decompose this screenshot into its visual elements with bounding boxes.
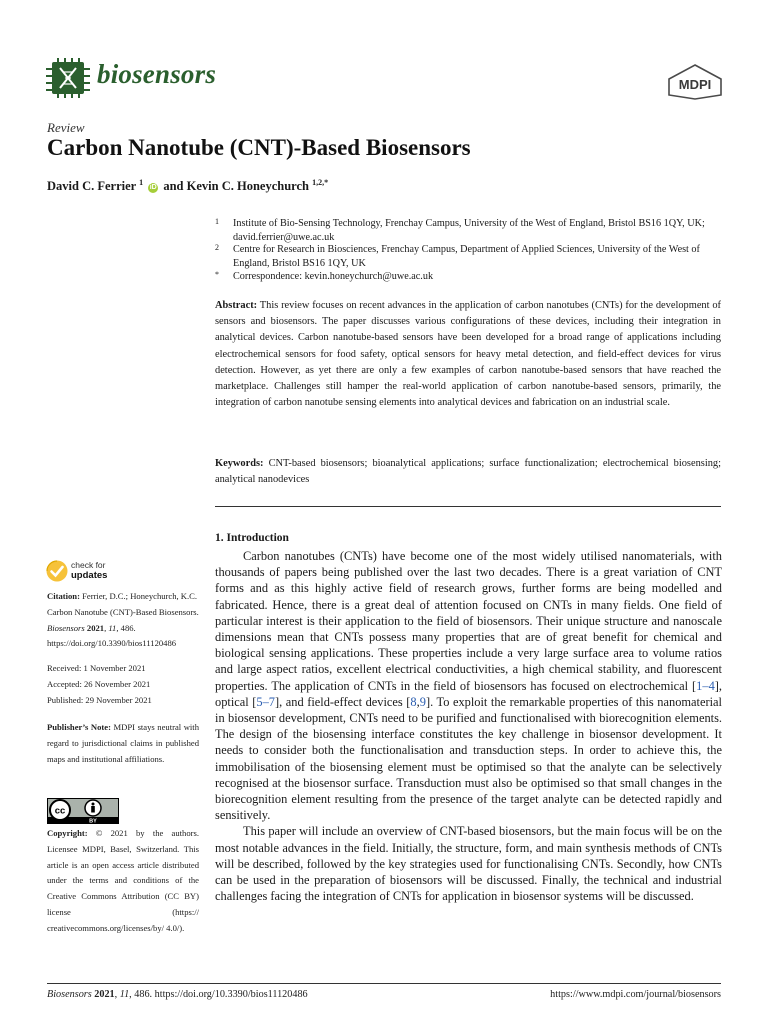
abstract-text: This review focuses on recent advances in the application of carbon nanotubes (CNTs) for the development of sensors and biosensors. The paper discusses various configurations of these devices, including their integration in analytical devices. Carbon nanotube-based sensors have been developed for a broad range of applications including electrochemical sensors for food safety, optical sensors for heavy metal detection, and field-effect devices for virus detection. However, as yet there are only a few examples of carbon nanotube-based sensors that have reached the marketplace. Challenges still hamper the real-world application of carbon nanotube-based sensors, primarily, the integration of carbon nanotube sensing elements into analytical devices and fabrication on an industrial scale. xyxy=(215,300,721,409)
author-name[interactable]: David C. Ferrier xyxy=(47,179,136,194)
reference-link[interactable]: 9 xyxy=(419,694,426,709)
affiliation-item xyxy=(215,217,735,244)
affiliation-text: Institute of Bio-Sensing Technology, Frenchay Campus, University of the West of England, Bristol BS16 1QY, UK; david.ferrier@uwe.ac.uk xyxy=(233,218,705,243)
keywords-text: CNT-based biosensors; bioanalytical applications; surface functionalization; electrochemical biosensing; analytical nanodevices xyxy=(215,458,721,486)
citation-volume: 11 xyxy=(108,622,117,633)
citation-doi-link[interactable]: https://doi.org/10.3390/bios11120486 xyxy=(47,638,177,649)
correspondence-text: Correspondence: kevin.honeychurch@uwe.ac.uk xyxy=(233,271,434,282)
svg-text:cc: cc xyxy=(54,805,66,817)
footer-journal: Biosensors xyxy=(47,989,92,1000)
footer-citation: Biosensors 2021, 11, 486. https://doi.org/10.3390/bios11120486 xyxy=(47,989,308,1000)
publisher-name: MDPI xyxy=(678,77,712,92)
reference-link[interactable]: 5–7 xyxy=(256,694,275,709)
affiliation-item xyxy=(215,270,735,284)
check-updates-line: updates xyxy=(71,569,108,581)
footer-year: 2021 xyxy=(94,989,115,1000)
intro-body xyxy=(215,548,722,904)
publisher-note xyxy=(47,720,199,767)
orcid-icon[interactable]: iD xyxy=(149,184,157,192)
affiliation-marker: 2 xyxy=(215,243,219,252)
copyright-label: Copyright: xyxy=(47,828,88,838)
paragraph-text: Carbon nanotubes (CNTs) have become one of the most widely utilised nanomaterials, with thousands of papers being published over the last two decades. There is a great variation of CNT forms and as this highly active field of research grows, further forms are being modelled and fabricated. Hence, there is a great deal of attention focused on CNTs in many fields. One field of particular interest is their application to the field of biosensors. Their unique structure and nanoscale dimensions mean that CNTs possess many properties that are of great benefit for chemical and biological sensing applications. These properties include a very large surface area to volume ratios and large aspect ratios, excellent electrical conductivities, a high chemical stability, and fluorescent properties. The application of CNTs in the field of biosensors has focused on electrochemical [ xyxy=(215,549,722,693)
section-heading: 1. Introduction xyxy=(215,532,289,544)
abstract xyxy=(215,298,721,411)
affiliation-item xyxy=(215,243,735,270)
reference-link[interactable]: 1–4 xyxy=(696,678,715,693)
citation-year: 2021 xyxy=(86,622,105,633)
accepted-date: Accepted: 26 November 2021 xyxy=(47,678,151,689)
footer-divider xyxy=(47,983,721,984)
paragraph: This paper will include an overview of CNT-based biosensors, but the main focus will be on the most notable advances in the field. Initially, the structure, form, and main synthesis methods of CNTs will be described, followed by the key strategies used for functionalising CNTs. Secondly, how CNTs can be used in the preparation of biosensors will be discussed. Finally, the technical and industrial challenges facing the integration of CNTs for application in biosensor systems will be discussed. xyxy=(215,824,722,904)
cc-by-license-icon[interactable] xyxy=(47,798,119,824)
paragraph xyxy=(215,548,722,823)
copyright-text: © 2021 by the authors. Licensee MDPI, Basel, Switzerland. This article is an open access article distributed under the terms and conditions of the Creative Commons Attribution (CC BY) license (https:// creativecommons.org/licenses/by/ 4.0/). xyxy=(47,828,199,933)
keywords-label: Keywords: xyxy=(215,458,264,469)
mdpi-logo-icon xyxy=(666,63,724,101)
reference-link[interactable]: 8 xyxy=(410,694,417,709)
paragraph-text: ], and field-effect devices [ xyxy=(275,694,411,709)
check-updates-icon xyxy=(46,560,68,582)
author-affiliation-marker: 1,2,* xyxy=(312,178,329,187)
affiliation-marker: * xyxy=(215,270,219,279)
citation-label: Citation: xyxy=(47,591,80,601)
received-date: Received: 1 November 2021 xyxy=(47,663,146,673)
publisher-note-label: Publisher’s Note: xyxy=(47,722,111,732)
paragraph-text: ]. To exploit the remarkable properties of this nanomaterial in biosensor development, CNTs need to be purified and functionalised with biorecognition elements. The design of the biosensing interface constitutes the key challenge in biosensor development. It needs to consider both the functionalisation and transduction steps. In order to achieve this, the immobilisation of the biosensing element must be optimised so that the analyte can be selectively recognised at the biosensor surface. Transduction must also be optimised so that small changes in the biorecognition element resulting from the presence of the target analyte can be detected rapidly and sensitively. xyxy=(215,694,722,823)
author-list xyxy=(47,178,328,194)
footer-journal-url-link[interactable]: https://www.mdpi.com/journal/biosensors xyxy=(550,989,721,1000)
author-name[interactable]: Kevin C. Honeychurch xyxy=(186,179,309,194)
cc-badge-label: BY xyxy=(89,818,97,824)
citation-text: Ferrier, D.C.; Honeychurch, K.C. Carbon Nanotube (CNT)-Based Biosensors. xyxy=(47,591,199,617)
check-updates-label xyxy=(71,561,107,580)
biosensors-logo-icon xyxy=(46,58,90,98)
section-divider xyxy=(215,506,721,507)
article-dates xyxy=(47,661,199,708)
published-date: Published: 29 November 2021 xyxy=(47,694,152,705)
paragraph-text: ], optical [ xyxy=(215,678,722,709)
affiliation-marker: 1 xyxy=(215,217,219,226)
citation-pages: , 486. xyxy=(116,622,136,633)
affiliation-text: Centre for Research in Biosciences, Frenchay Campus, Department of Applied Sciences, University of the West of England, Bristol BS16 1QY, UK xyxy=(233,244,700,269)
paragraph-text: , xyxy=(416,694,420,709)
journal-name: biosensors xyxy=(97,59,217,89)
abstract-label: Abstract: xyxy=(215,300,258,311)
copyright-notice xyxy=(47,826,199,937)
check-updates-button[interactable] xyxy=(46,560,146,586)
citation-journal: Biosensors xyxy=(47,622,85,633)
keywords xyxy=(215,456,721,488)
footer-doi-link[interactable]: , 486. https://doi.org/10.3390/bios11120486 xyxy=(129,989,308,1000)
author-joiner: and xyxy=(163,179,187,194)
footer-volume: 11 xyxy=(119,989,130,1000)
publisher-note-text: MDPI stays neutral with regard to jurisdictional claims in published maps and institutional affiliations. xyxy=(47,722,199,764)
citation-block: Citation: Ferrier, D.C.; Honeychurch, K.C. Carbon Nanotube (CNT)-Based Biosensors. Biosensors 2021, 11, 486. https://doi.org/10.3390/bios11120486 xyxy=(47,591,199,649)
author-affiliation-marker: 1 xyxy=(139,178,144,187)
article-title: Carbon Nanotube (CNT)-Based Biosensors xyxy=(47,135,471,160)
article-type: Review xyxy=(47,120,85,135)
check-updates-line: check for xyxy=(71,560,106,570)
